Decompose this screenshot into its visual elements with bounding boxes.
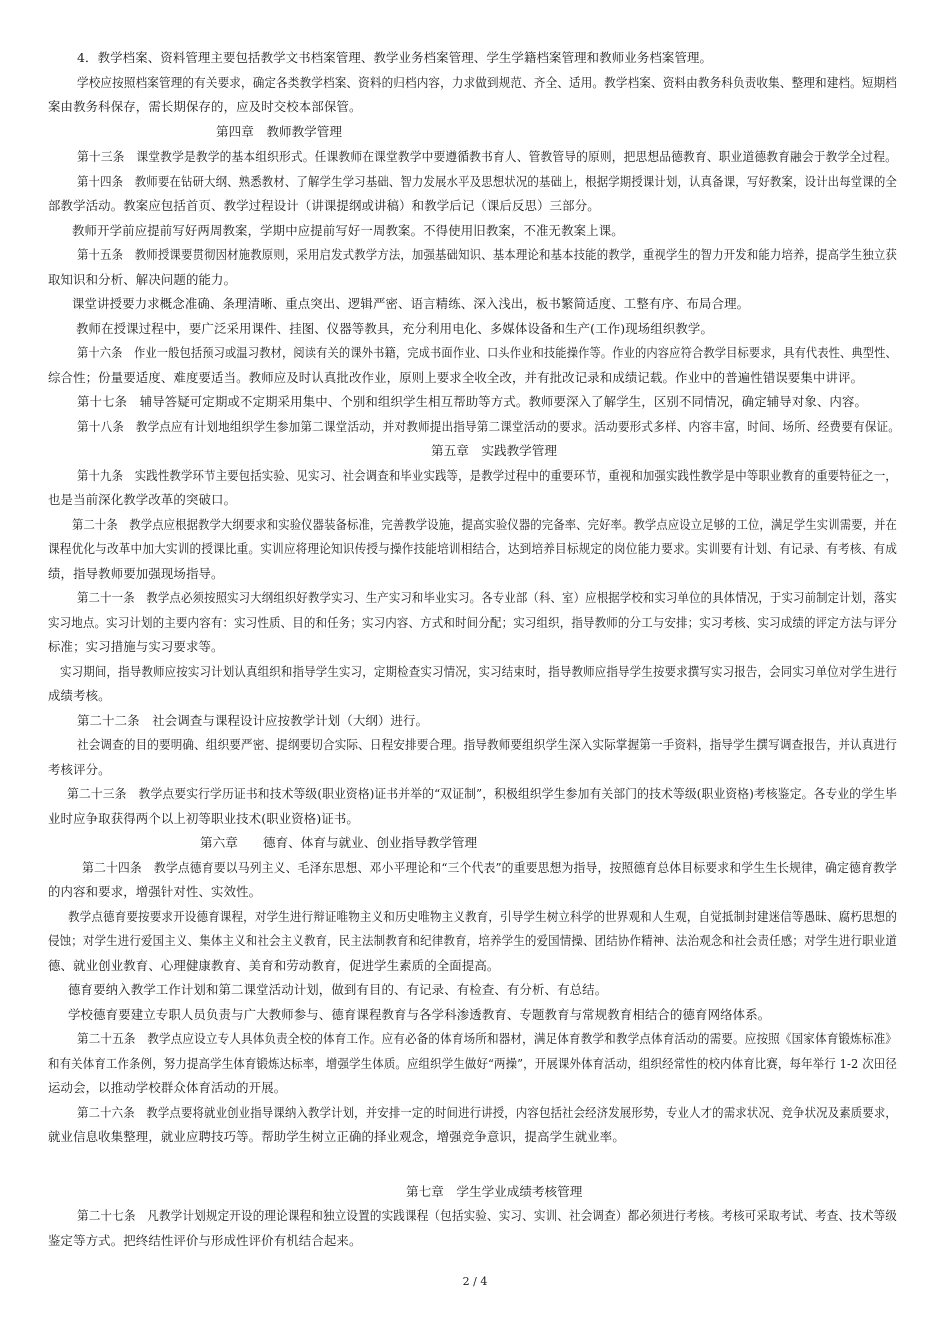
text-line: 第十八条 教学点应有计划地组织学生参加第二课堂活动，并对教师提出指导第二课堂活动的要求。活动要形式多样、内容丰富，时间、场所、经费要有保证。 bbox=[77, 419, 900, 434]
text-line: 就业信息收集整理，就业应聘技巧等。帮助学生树立正确的择业观念，增强竞争意识，提高学生就业率。 bbox=[48, 1129, 625, 1144]
text-line: 第十四条 教师要在钻研大纲、熟悉教材、了解学生学习基础、智力发展水平及思想状况的基础上，根据学期授课计划，认真备课，写好教案，设计出每堂课的全 bbox=[77, 174, 897, 189]
text-line: 第十五条 教师授课要贯彻因材施教原则，采用启发式教学方法，加强基础知识、基本理论和基本技能的教学，重视学生的智力开发和能力培养，提高学生独立获 bbox=[77, 247, 897, 262]
text-line: 课堂讲授要力求概念准确、条理清晰、重点突出、逻辑严密、语言精练、深入浅出，板书繁简适度、工整有序、布局合理。 bbox=[72, 296, 750, 311]
chapter-heading: 第五章 实践教学管理 bbox=[431, 443, 557, 458]
text-line: 学校应按照档案管理的有关要求，确定各类教学档案、资料的归档内容，力求做到规范、齐全、适用。教学档案、资料由教务科负责收集、整理和建档。短期档 bbox=[77, 75, 897, 90]
text-line: 德育要纳入教学工作计划和第二课堂活动计划，做到有目的、有记录、有检查、有分析、有总结。 bbox=[68, 982, 608, 997]
text-line: 绩，指导教师要加强现场指导。 bbox=[48, 566, 224, 581]
text-line: 第二十六条 教学点要将就业创业指导课纳入教学计划，并安排一定的时间进行讲授，内容包括社会经济发展形势，专业人才的需求状况、竞争状况及素质要求， bbox=[77, 1105, 897, 1120]
text-line: 第十九条 实践性教学环节主要包括实验、见实习、社会调查和毕业实践等，是教学过程中的重要环节，重视和加强实践性教学是中等职业教育的重要特征之一， bbox=[77, 468, 897, 483]
text-line: 取知识和分析、解决问题的能力。 bbox=[48, 272, 237, 287]
text-line: 4．教学档案、资料管理主要包括教学文书档案管理、教学业务档案管理、学生学籍档案管理和教师业务档案管理。 bbox=[77, 50, 713, 65]
chapter-heading: 第四章 教师教学管理 bbox=[216, 124, 342, 139]
text-line: 社会调查的目的要明确、组织要严密、提纲要切合实际、日程安排要合理。指导教师要组织学生深入实际掌握第一手资料，指导学生撰写调查报告，并认真进行 bbox=[77, 737, 897, 752]
text-line: 运动会，以推动学校群众体育活动的开展。 bbox=[48, 1080, 287, 1095]
chapter-heading: 第六章 德育、体育与就业、创业指导教学管理 bbox=[200, 835, 478, 850]
text-line: 第十六条 作业一般包括预习或温习教材，阅读有关的课外书籍，完成书面作业、口头作业和技能操作等。作业的内容应符合教学目标要求，具有代表性、典型性、 bbox=[77, 345, 897, 360]
text-line: 第二十二条 社会调查与课程设计应按教学计划（大纲）进行。 bbox=[77, 713, 429, 728]
text-line: 综合性；份量要适度、难度要适当。教师应及时认真批改作业，原则上要求全收全改，并有批改记录和成绩记载。作业中的普遍性错误要集中讲评。 bbox=[48, 370, 864, 385]
text-line: 教师开学前应提前写好两周教案，学期中应提前写好一周教案。不得使用旧教案，不准无教案上课。 bbox=[72, 223, 624, 238]
text-line: 德、就业创业教育、心理健康教育、美育和劳动教育，促进学生素质的全面提高。 bbox=[48, 958, 500, 973]
text-line: 实习地点。实习计划的主要内容有：实习性质、目的和任务；实习内容、方式和时间分配；实习组织，指导教师的分工与安排；实习考核、实习成绩的评定方法与评分 bbox=[48, 615, 898, 630]
text-line: 也是当前深化教学改革的突破口。 bbox=[48, 492, 237, 507]
chapter-heading: 第七章 学生学业成绩考核管理 bbox=[406, 1184, 583, 1199]
text-line: 业时应争取获得两个以上初等职业技术(职业资格)证书。 bbox=[48, 811, 359, 826]
text-line: 考核评分。 bbox=[48, 762, 111, 777]
text-line: 标准；实习措施与实习要求等。 bbox=[48, 639, 224, 654]
text-line: 实习期间，指导教师应按实习计划认真组织和指导学生实习，定期检查实习情况，实习结束时，指导教师应指导学生按要求撰写实习报告，会同实习单位对学生进行 bbox=[60, 664, 898, 679]
text-line: 部教学活动。教案应包括首页、教学过程设计（讲课提纲或讲稿）和教学后记（课后反思）三部分。 bbox=[48, 198, 600, 213]
text-line: 第二十四条 教学点德育要以马列主义、毛泽东思想、邓小平理论和“三个代表”的重要思想为指导，按照德育总体目标要求和学生生长规律，确定德育教学 bbox=[82, 860, 897, 875]
text-line: 教师在授课过程中，要广泛采用课件、挂图、仪器等教具，充分利用电化、多媒体设备和生产(工作)现场组织教学。 bbox=[76, 321, 713, 336]
text-line: 第二十一条 教学点必须按照实习大纲组织好教学实习、生产实习和毕业实习。各专业部（科、室）应根据学校和实习单位的具体情况，于实习前制定计划，落实 bbox=[77, 590, 897, 605]
text-line: 第二十三条 教学点要实行学历证书和技术等级(职业资格)证书并举的“双证制”，积极组织学生参加有关部门的技术等级(职业资格)考核鉴定。各专业的学生毕 bbox=[67, 786, 898, 801]
page-number: 2 / 4 bbox=[462, 1275, 488, 1288]
text-line: 课程优化与改革中加大实训的授课比重。实训应将理论知识传授与操作技能培训相结合，达到培养目标规定的岗位能力要求。实训要有计划、有记录、有考核、有成 bbox=[48, 541, 898, 556]
text-line: 第二十七条 凡教学计划规定开设的理论课程和独立设置的实践课程（包括实验、实习、实训、社会调查）都必须进行考核。考核可采取考试、考查、技术等级 bbox=[77, 1208, 897, 1223]
text-line: 和有关体育工作条例，努力提高学生体育锻炼达标率，增强学生体质。应组织学生做好“两操”，开展课外体育活动，组织经常性的校内体育比赛，每年举行 1-2 次田径 bbox=[48, 1056, 897, 1071]
text-line: 成绩考核。 bbox=[48, 688, 111, 703]
text-line: 鉴定等方式。把终结性评价与形成性评价有机结合起来。 bbox=[48, 1233, 362, 1248]
text-line: 第十三条 课堂教学是教学的基本组织形式。任课教师在课堂教学中要遵循教书育人、管教管导的原则，把思想品德教育、职业道德教育融会于教学全过程。 bbox=[77, 149, 897, 164]
text-line: 教学点德育要按要求开设德育课程，对学生进行辩证唯物主义和历史唯物主义教育，引导学生树立科学的世界观和人生观，自觉抵制封建迷信等愚昧、腐朽思想的 bbox=[68, 909, 898, 924]
text-line: 案由教务科保存，需长期保存的，应及时交校本部保管。 bbox=[48, 99, 362, 114]
text-line: 的内容和要求，增强针对性、实效性。 bbox=[48, 884, 262, 899]
text-line: 第二十条 教学点应根据教学大纲要求和实验仪器装备标准，完善教学设施，提高实验仪器的完备率、完好率。教学点应设立足够的工位，满足学生实训需要，并在 bbox=[72, 517, 898, 532]
text-line: 第二十五条 教学点应设立专人具体负责全校的体育工作。应有必备的体育场所和器材，满足体育教学和教学点体育活动的需要。应按照《国家体育锻炼标准》 bbox=[77, 1031, 897, 1046]
text-line: 学校德育要建立专职人员负责与广大教师参与、德育课程教育与各学科渗透教育、专题教育与常规教育相结合的德育网络体系。 bbox=[68, 1007, 771, 1022]
text-line: 第十七条 辅导答疑可定期或不定期采用集中、个别和组织学生相互帮助等方式。教师要深入了解学生，区别不同情况，确定辅导对象、内容。 bbox=[77, 394, 868, 409]
text-line: 侵蚀；对学生进行爱国主义、集体主义和社会主义教育，民主法制教育和纪律教育，培养学生的爱国情操、团结协作精神、法治观念和社会责任感；对学生进行职业道 bbox=[48, 933, 898, 948]
